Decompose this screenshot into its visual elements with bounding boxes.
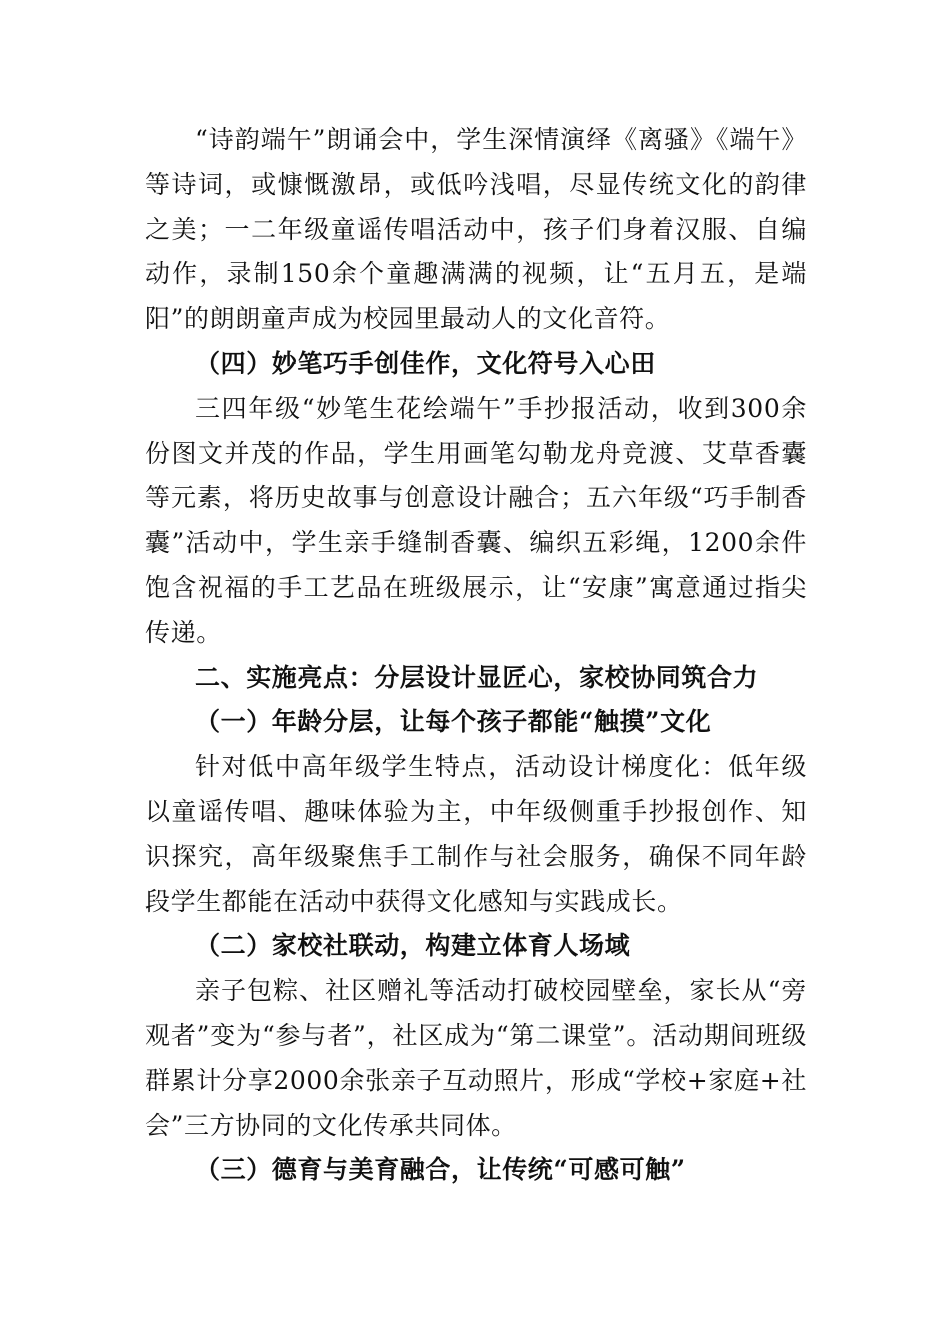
subheading-four: （四）妙笔巧手创佳作，文化符号入心田 [195, 348, 656, 378]
paragraph-age-levels: 针对低中高年级学生特点，活动设计梯度化：低年级以童谣传唱、趣味体验为主，中年级侧重手抄报创作、知识探究，高年级聚焦手工制作与社会服务，确保不同年龄段学生都能在活动中获得文化感知与实践成长。 [145, 752, 807, 916]
heading-section-two: 二、实施亮点：分层设计显匠心，家校协同筑合力 [195, 662, 759, 692]
subheading-two: （二）家校社联动，构建立体育人场域 [195, 931, 631, 961]
subheading-three: （三）德育与美育融合，让传统“可感可触” [195, 1155, 686, 1185]
paragraph-poetry-recital: “诗韵端午”朗诵会中，学生深情演绎《离骚》《端午》等诗词，或慷慨激昂，或低吟浅唱，尽显传统文化的韵律之美；一二年级童谣传唱活动中，孩子们身着汉服、自编动作，录制150余个童趣满满的视频，让“五月五，是端阳”的朗朗童声成为校园里最动人的文化音符。 [145, 125, 807, 334]
document-body [145, 118, 807, 1193]
paragraph-handcraft: 三四年级“妙笔生花绘端午”手抄报活动，收到300余份图文并茂的作品，学生用画笔勾勒龙舟竞渡、艾草香囊等元素，将历史故事与创意设计融合；五六年级“巧手制香囊”活动中，学生亲手缝制香囊、编织五彩绳，1200余件饱含祝福的手工艺品在班级展示，让“安康”寓意通过指尖传递。 [145, 393, 807, 647]
subheading-one: （一）年龄分层，让每个孩子都能“触摸”文化 [195, 707, 712, 737]
paragraph-home-school: 亲子包粽、社区赠礼等活动打破校园壁垒，家长从“旁观者”变为“参与者”，社区成为“第二课堂”。活动期间班级群累计分享2000余张亲子互动照片，形成“学校+家庭+社会”三方协同的文化传承共同体。 [145, 976, 807, 1140]
